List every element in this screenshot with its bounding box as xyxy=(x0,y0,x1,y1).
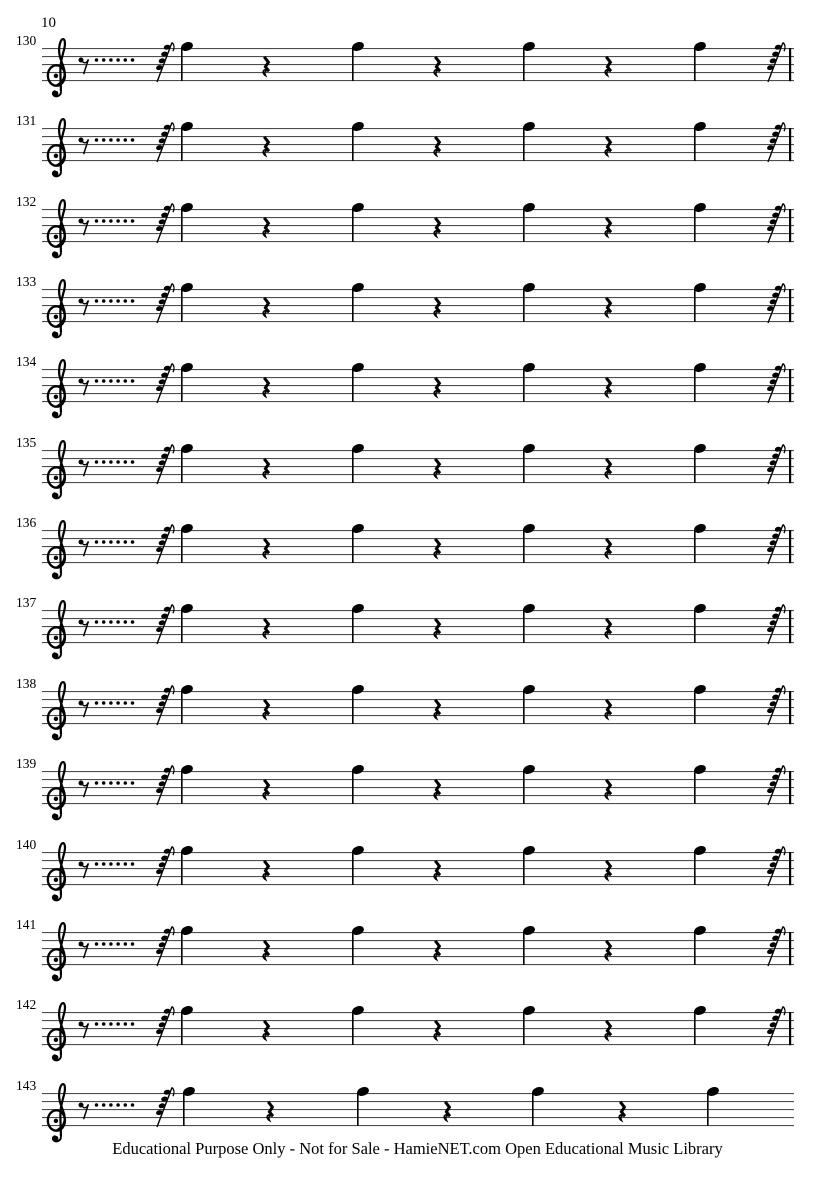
quarter-note-icon xyxy=(351,683,365,724)
treble-clef-icon xyxy=(48,119,65,176)
quarter-note-icon xyxy=(693,763,707,804)
staff-lines xyxy=(42,450,794,483)
treble-clef-icon xyxy=(48,360,65,417)
staff-lines xyxy=(42,1012,794,1045)
eighth-rest-dots-icon xyxy=(79,620,135,637)
quarter-note-icon xyxy=(693,281,707,322)
quarter-note-icon xyxy=(693,1004,707,1045)
staff-lines xyxy=(42,852,794,885)
treble-clef-icon xyxy=(48,39,65,96)
eighth-rest-dots-icon xyxy=(79,942,135,959)
barline xyxy=(789,450,791,483)
quarter-note-icon xyxy=(351,120,365,161)
staff-lines xyxy=(42,48,794,81)
quarter-note-icon xyxy=(180,763,194,804)
treble-clef-icon xyxy=(48,923,65,980)
measure-number: 134 xyxy=(16,354,37,369)
staff-system xyxy=(16,113,794,176)
quarter-note-icon xyxy=(522,40,536,81)
quarter-note-icon xyxy=(182,1085,196,1126)
staff-lines xyxy=(42,1093,794,1126)
quarter-note-icon xyxy=(693,40,707,81)
eighth-rest-dots-icon xyxy=(79,701,135,718)
barline xyxy=(789,289,791,322)
quarter-note-icon xyxy=(351,442,365,483)
treble-clef-icon xyxy=(48,601,65,658)
quarter-note-icon xyxy=(522,442,536,483)
quarter-note-icon xyxy=(522,201,536,242)
measure-number: 138 xyxy=(16,676,37,691)
treble-clef-icon xyxy=(48,682,65,739)
quarter-note-icon xyxy=(522,763,536,804)
quarter-note-icon xyxy=(522,844,536,885)
quarter-note-icon xyxy=(351,40,365,81)
eighth-rest-dots-icon xyxy=(79,138,135,155)
quarter-note-icon xyxy=(693,442,707,483)
measure-number: 143 xyxy=(16,1078,37,1093)
treble-clef-icon xyxy=(48,521,65,578)
quarter-note-icon xyxy=(351,602,365,643)
eighth-rest-dots-icon xyxy=(79,1022,135,1039)
quarter-note-icon xyxy=(180,361,194,402)
measure-number: 131 xyxy=(16,113,37,128)
staff-system xyxy=(16,997,794,1060)
page-number: 10 xyxy=(41,15,56,31)
barline xyxy=(789,369,791,402)
quarter-note-icon xyxy=(522,522,536,563)
staff-system xyxy=(16,1078,794,1141)
staff-system xyxy=(16,33,794,96)
quarter-note-icon xyxy=(180,442,194,483)
quarter-note-icon xyxy=(693,602,707,643)
quarter-note-icon xyxy=(180,1004,194,1045)
treble-clef-icon xyxy=(48,441,65,498)
measure-number: 130 xyxy=(16,33,37,48)
measure-number: 133 xyxy=(16,274,37,289)
staff-lines xyxy=(42,209,794,242)
eighth-rest-dots-icon xyxy=(79,781,135,798)
treble-clef-icon xyxy=(48,1084,65,1141)
staff-system xyxy=(16,194,794,257)
eighth-rest-dots-icon xyxy=(79,1103,135,1120)
barline xyxy=(789,530,791,563)
treble-clef-icon xyxy=(48,200,65,257)
staff-system xyxy=(16,837,794,900)
quarter-note-icon xyxy=(180,683,194,724)
eighth-rest-dots-icon xyxy=(79,460,135,477)
quarter-note-icon xyxy=(522,924,536,965)
staff-system xyxy=(16,595,794,658)
staff-lines xyxy=(42,610,794,643)
staff-lines xyxy=(42,530,794,563)
quarter-note-icon xyxy=(351,1004,365,1045)
quarter-note-icon xyxy=(522,1004,536,1045)
quarter-note-icon xyxy=(531,1085,545,1126)
measure-number: 132 xyxy=(16,194,37,209)
eighth-rest-dots-icon xyxy=(79,379,135,396)
quarter-note-icon xyxy=(180,201,194,242)
staff-system xyxy=(16,515,794,578)
quarter-note-icon xyxy=(522,120,536,161)
quarter-note-icon xyxy=(693,522,707,563)
staff-system xyxy=(16,917,794,980)
treble-clef-icon xyxy=(48,280,65,337)
measure-number: 137 xyxy=(16,595,37,610)
staff-system xyxy=(16,354,794,417)
eighth-rest-dots-icon xyxy=(79,219,135,236)
quarter-note-icon xyxy=(351,844,365,885)
quarter-note-icon xyxy=(180,120,194,161)
measure-number: 136 xyxy=(16,515,37,530)
quarter-note-icon xyxy=(522,602,536,643)
quarter-note-icon xyxy=(693,844,707,885)
staff-lines xyxy=(42,932,794,965)
quarter-note-icon xyxy=(522,281,536,322)
quarter-note-icon xyxy=(180,281,194,322)
quarter-note-icon xyxy=(180,40,194,81)
eighth-rest-dots-icon xyxy=(79,58,135,75)
staff-system xyxy=(16,756,794,819)
eighth-rest-dots-icon xyxy=(79,299,135,316)
footer-text: Educational Purpose Only - Not for Sale - HamieNET.com Open Educational Music Library xyxy=(112,1139,723,1158)
quarter-note-icon xyxy=(693,120,707,161)
barline xyxy=(789,1012,791,1045)
barline xyxy=(789,691,791,724)
barline xyxy=(789,771,791,804)
eighth-rest-dots-icon xyxy=(79,540,135,557)
measure-number: 141 xyxy=(16,917,37,932)
barline xyxy=(789,852,791,885)
eighth-rest-dots-icon xyxy=(79,862,135,879)
quarter-note-icon xyxy=(351,201,365,242)
quarter-note-icon xyxy=(351,924,365,965)
measure-number: 142 xyxy=(16,997,37,1012)
staff-system xyxy=(16,435,794,498)
barline xyxy=(789,128,791,161)
barline xyxy=(789,932,791,965)
staff-lines xyxy=(42,369,794,402)
staff-system xyxy=(16,676,794,739)
treble-clef-icon xyxy=(48,1003,65,1060)
quarter-note-icon xyxy=(180,522,194,563)
staff-lines xyxy=(42,771,794,804)
quarter-note-icon xyxy=(693,683,707,724)
treble-clef-icon xyxy=(48,762,65,819)
quarter-note-icon xyxy=(180,924,194,965)
quarter-note-icon xyxy=(522,361,536,402)
staff-lines xyxy=(42,128,794,161)
quarter-note-icon xyxy=(180,602,194,643)
barline xyxy=(789,610,791,643)
quarter-note-icon xyxy=(693,201,707,242)
quarter-note-icon xyxy=(693,361,707,402)
staff-lines xyxy=(42,289,794,322)
quarter-note-icon xyxy=(356,1085,370,1126)
measure-number: 139 xyxy=(16,756,37,771)
quarter-note-icon xyxy=(351,522,365,563)
measure-number: 135 xyxy=(16,435,37,450)
barline xyxy=(789,48,791,81)
staff-system xyxy=(16,274,794,337)
quarter-note-icon xyxy=(351,361,365,402)
quarter-note-icon xyxy=(351,763,365,804)
quarter-note-icon xyxy=(706,1085,720,1126)
barline xyxy=(789,209,791,242)
measure-number: 140 xyxy=(16,837,37,852)
quarter-note-icon xyxy=(180,844,194,885)
staff-lines xyxy=(42,691,794,724)
quarter-note-icon xyxy=(351,281,365,322)
quarter-note-icon xyxy=(522,683,536,724)
quarter-note-icon xyxy=(693,924,707,965)
treble-clef-icon xyxy=(48,843,65,900)
